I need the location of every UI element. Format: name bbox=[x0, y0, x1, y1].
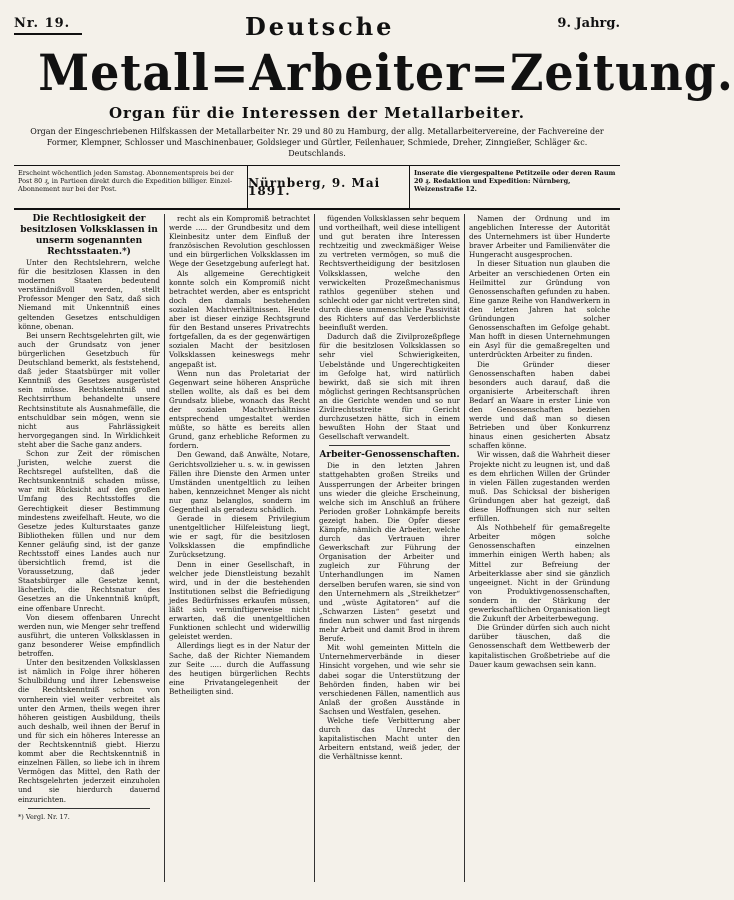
info-strip bbox=[14, 165, 620, 210]
footnote-rule bbox=[28, 808, 150, 809]
paragraph: Denn in einer Gesellschaft, in welcher jede Dienstleistung bezahlt wird, und in der die bestehenden Institutionen selbst die Befriedigung jedes Bedürfnisses erkaufen müssen, läßt sich vernünftigerweise nicht erwarten, daß die unentgeltlichen Funktionen schlecht und widerwillig geleistet werden. bbox=[169, 559, 310, 642]
organ-description: Organ der Eingeschriebenen Hilfskassen der Metallarbeiter Nr. 29 und 80 zu Hamburg, der allg. Metallarbeitervereine, der Fachvereine der Former, Klempner, Schlosser und Maschinenbauer, Goldsieger und Gürtler, Feilenhauer, Schmiede, Dreher, Zinngießer, Schläger &c. Deutschlands. bbox=[30, 127, 604, 158]
small-title: Deutsche bbox=[244, 12, 395, 41]
paragraph: Namen der Ordnung und im angeblichen Interesse der Autorität des Unternehmers ist über Hunderte braver Arbeiter und Familienväter die Hungeracht ausgesprochen. bbox=[469, 214, 610, 260]
advertising-info: Inserate die viergespaltene Petitzeile oder deren Raum 20 ₰. Redaktion und Expedition: Nürnberg, Weizenstraße 12. bbox=[414, 169, 616, 193]
paragraph: Als allgemeine Gerechtigkeit konnte solch ein Kompromiß nicht betrachtet werden, aber es entspricht doch den damals bestehenden sozialen Machtverhältnissen. Heute aber ist dieser einzige Rechtsgrund für den Bestand unseres Privatrechts fortgefallen, da es der gegenwärtigen sozialen Macht der besitzlosen Volksklassen keineswegs mehr angepaßt ist. bbox=[169, 268, 310, 369]
paragraph: Schon zur Zeit der römischen Juristen, welche zuerst die Rechtsregel aufstellten, daß die Rechtsunkenntniß schaden müsse, war mit Rücksicht auf den großen Umfang des Rechtsstoffes die Gerechtigkeit dieser Bestimmung mindestens zweifelhaft. Heute, wo die Gesetze jedes Kulturstaates ganze Bibliotheken füllen und nur dem Kenner geläufig sind, ist der ganze Rechtsstoff eines Landes auch nur übersichtlich fremd, ist die Voraussetzung, daß jeder Staatsbürger alle Gesetze kennt, lächerlich, die Rechtsnatur des Gesetzes an die Unkenntniß knüpft, eine offenbare Unrecht. bbox=[18, 448, 160, 613]
paragraph: Allerdings liegt es in der Natur der Sache, daß der Richter Niemandem zur Seite ..... durch die Auffassung des heutigen bürgerlichen Rechts eine Privatangelegenheit der Betheiligten sind. bbox=[169, 641, 310, 696]
paragraph: Dadurch daß die Zivilprozeßpflege für die besitzlosen Volksklassen so sehr viel Schwierigkeiten, Uebelstände und Ungerechtigkeiten im Gefolge hat, wird natürlich bewirkt, daß sie sich mit ihren möglichst geringen Rechtsansprüchen an die Gerichte wenden und so nur Zivilrechtsstreite für Gericht durchzusetzen hätte, sich in einem bewußten Hohn der Staat und Gesellschaft verwandelt. bbox=[319, 332, 460, 442]
paragraph: Gerade in diesem Privilegium unentgeltlicher Hilfeleistung liegt, wie er sagt, für die besitzlosen Volksklassen die empfindliche Zurücksetzung. bbox=[169, 514, 310, 560]
paragraph: Unter den besitzenden Volksklassen ist nämlich in Folge ihrer höheren Schulbildung und ihrer Lebensweise die Rechtskenntniß schon von vornherein viel weiter verbreitet als unter den Armen, theils wegen ihrer höheren geistigen Ausbildung, theils auch deshalb, weil ihnen der Beruf in und für sich ein höheres Interesse an der Rechtskenntniß giebt. Hierzu kommt aber die Rechtskenntniß in einzelnen Fällen, so liebe ich in ihrem Vermögen das Mittel, den Rath der Rechtsgelehrten jederzeit einzuholen und sie hierdurch dauernd einzurichten. bbox=[18, 658, 160, 804]
column-3 bbox=[314, 214, 464, 882]
newspaper-title: Metall=Arbeiter=Zeitung. bbox=[38, 43, 734, 102]
column-2 bbox=[164, 214, 314, 882]
column-4 bbox=[464, 214, 614, 882]
masthead bbox=[14, 43, 734, 102]
paragraph: Unter den Rechtslehrern, welche für die besitzlosen Klassen in den modernen Staaten bedeutend verständnißvoll werden, stellt Professor Menger den Satz, daß sich Niemand mit Unkenntniß eines geltenden Gesetzes entschuldigen könne, obenan. bbox=[18, 258, 160, 331]
columns bbox=[14, 214, 620, 882]
volume-year: 9. Jahrg. bbox=[557, 16, 620, 31]
paragraph: Den Gewand, daß Anwälte, Notare, Gerichtsvollzieher u. s. w. in gewissen Fällen ihre Dienste den Armen unter Umständen unentgeltlich zu leihen haben, kennzeichnet Menger als nicht nur ganz belanglos, sondern im Gegentheil als geradezu schädlich. bbox=[169, 450, 310, 514]
paragraph: Bei unsern Rechtsgelehrten gilt, wie auch der Grundsatz von jener bürgerlichen Gesetzbuch für Deutschland bemerkt, als feststehend, daß jeder Staatsbürger mit voller Kenntniß des Gesetzes ausgerüstet sein müsse. Rechtskenntniß und Rechtsirrthum behandelte unsere Rechtsinstitute als Ausnahmefälle, die entschuldbar sein mögen, wenn sie nicht aus Fahrlässigkeit hervorgegangen sind. In Wirklichkeit steht aber die Sache ganz anders. bbox=[18, 330, 160, 449]
newspaper-subtitle: Organ für die Interessen der Metallarbeiter. bbox=[108, 104, 526, 122]
paragraph: Wir wissen, daß die Wahrheit dieser Projekte nicht zu leugnen ist, und daß es dem ehrlichen Willen der Gründer in vielen Fällen zugestanden werden muß. Das Schicksal der bisherigen Gründungen aber hat gezeigt, daß diese Hoffnungen sich nur selten erfüllen. bbox=[469, 450, 610, 524]
paragraph: Die Gründer dieser Genossenschaften haben dabei besonders auch darauf, daß die organisierte Arbeiterschaft ihren Bedarf an Waare in erster Linie von den Genossenschaften beziehen werde und daß man so diesen Betrieben und über Konkurrenz hinaus einen gesicherten Absatz schaffen könne. bbox=[469, 359, 610, 451]
paragraph: recht als ein Kompromiß betrachtet werde ..... der Grundbesitz und dem Kleinbesitz unter dem Einfluß der französischen Revolution geschlossen und ein bürgerlichen Volksklassen im Wege der Gesetzgebung auferlegt hat. bbox=[169, 214, 310, 269]
footnote: *) Vergl. Nr. 17. bbox=[18, 812, 70, 821]
paragraph: Die in den letzten Jahren stattgehabten großen Streiks und Aussperrungen der Arbeiter bringen uns wieder die gleiche Erscheinung, welche sich im Anschluß an frühere Perioden großer Lohnkämpfe bereits gezeigt haben. Die Opfer dieser Kämpfe, nämlich die Arbeiter, welche durch das Vertrauen ihrer Gewerkschaft zur Führung der Organisation der Arbeiter und zugleich zur Führung der Unterhandlungen im Namen derselben berufen waren, sie sind von den Unternehmern als „Streikhetzer“ und „wüste Agitatoren“ auf die „Schwarzen Listen“ gesetzt und finden nun schwer und fast nirgends mehr Arbeit und damit Brod in ihrem Berufe. bbox=[319, 461, 460, 644]
column-1 bbox=[14, 214, 164, 882]
paragraph: Wenn nun das Proletariat der Gegenwart seine höheren Ansprüche stellen wollte, als daß es bei dem Grundsatz bliebe, wonach das Recht der sozialen Machtverhältnisse entsprechend umgestaltet werden müßte, so hätte es bereits allen Grund, ganz erhebliche Reformen zu fordern. bbox=[169, 368, 310, 451]
paragraph: Die Gründer dürfen sich auch nicht darüber täuschen, daß die Genossenschaft dem Wettbewerb der kapitalistischen Großbetriebe auf die Dauer kaum gewachsen sein kann. bbox=[469, 623, 610, 669]
article-title: Arbeiter-Genossenschaften. bbox=[319, 450, 460, 461]
article-title: Die Rechtlosigkeit der besitzlosen Volksklassen in unserm sogenannten Rechtsstaaten.*) bbox=[20, 214, 158, 257]
paragraph: Mit wohl gemeinten Mitteln die Unternehmerverbände in dieser Hinsicht vorgehen, und wie sehr sie dabei sogar die Unterstützung der Behörden finden, haben wir bei verschiedenen Fällen, namentlich aus Anlaß der großen Ausstände in Sachsen und Westfalen, gesehen. bbox=[319, 643, 460, 716]
issue-box bbox=[14, 10, 82, 35]
masthead-top bbox=[14, 10, 620, 46]
date-line: Nürnberg, 9. Mai 1891. bbox=[248, 166, 410, 208]
paragraph: Als Nothbehelf für gemaßregelte Arbeiter mögen solche Genossenschaften einzelnen immerhin einigen Werth haben; als Mittel zur Befreiung der Arbeiterklasse aber sind sie gänzlich ungeeignet. Nicht in der Gründung von Produktivgenossenschaften, sondern in der Stärkung der gewerkschaftlichen Organisation liegt die Zukunft der Arbeiterbewegung. bbox=[469, 523, 610, 624]
article-separator bbox=[329, 445, 450, 446]
paragraph: Von diesem offenbaren Unrecht werden nun, wie Menger sehr treffend ausführt, die unteren Volksklassen in ganz besonderer Weise empfindlich betroffen. bbox=[18, 612, 160, 659]
subscription-info: Erscheint wöchentlich jeden Samstag. Abonnementspreis bei der Post 80 ₰, in Partieen direkt durch die Expedition billiger. Einzel-Abonnement nur bei der Post. bbox=[14, 166, 248, 208]
paragraph: fügenden Volksklassen sehr bequem und vortheilhaft, weil diese intelligent und gut beraten ihre Interessen rechtzeitig und zweckmäßiger Weise zu vertreten vermögen, so muß die Rechtsvertheidigung der besitzlosen Volksklassen, welche den verwickelten Prozeßmechanismus rathlos gegenüber stehen und schlecht oder gar nicht vertreten sind, durch diese unmenschliche Passivität des Richters auf das Verderblichste beeinflußt werden. bbox=[319, 214, 460, 333]
issue-underline bbox=[14, 33, 82, 35]
paragraph: In dieser Situation nun glauben die Arbeiter an verschiedenen Orten ein Heilmittel zur Gründung von Genossenschaften gefunden zu haben. Eine ganze Reihe von Handwerkern in den letzten Jahren hat solche Gründungen solcher Genossenschaften im Gefolge gehabt. Man hofft in diesen Unternehmungen ein Asyl für die gemaßregelten und unterdrückten Arbeiter zu finden. bbox=[469, 259, 610, 360]
paragraph: Welche tiefe Verbitterung aber durch das Unrecht der kapitalistischen Macht unter den Arbeitern entstand, weiß jeder, der die Verhältnisse kennt. bbox=[319, 715, 460, 762]
issue-number: Nr. 19. bbox=[14, 16, 71, 31]
